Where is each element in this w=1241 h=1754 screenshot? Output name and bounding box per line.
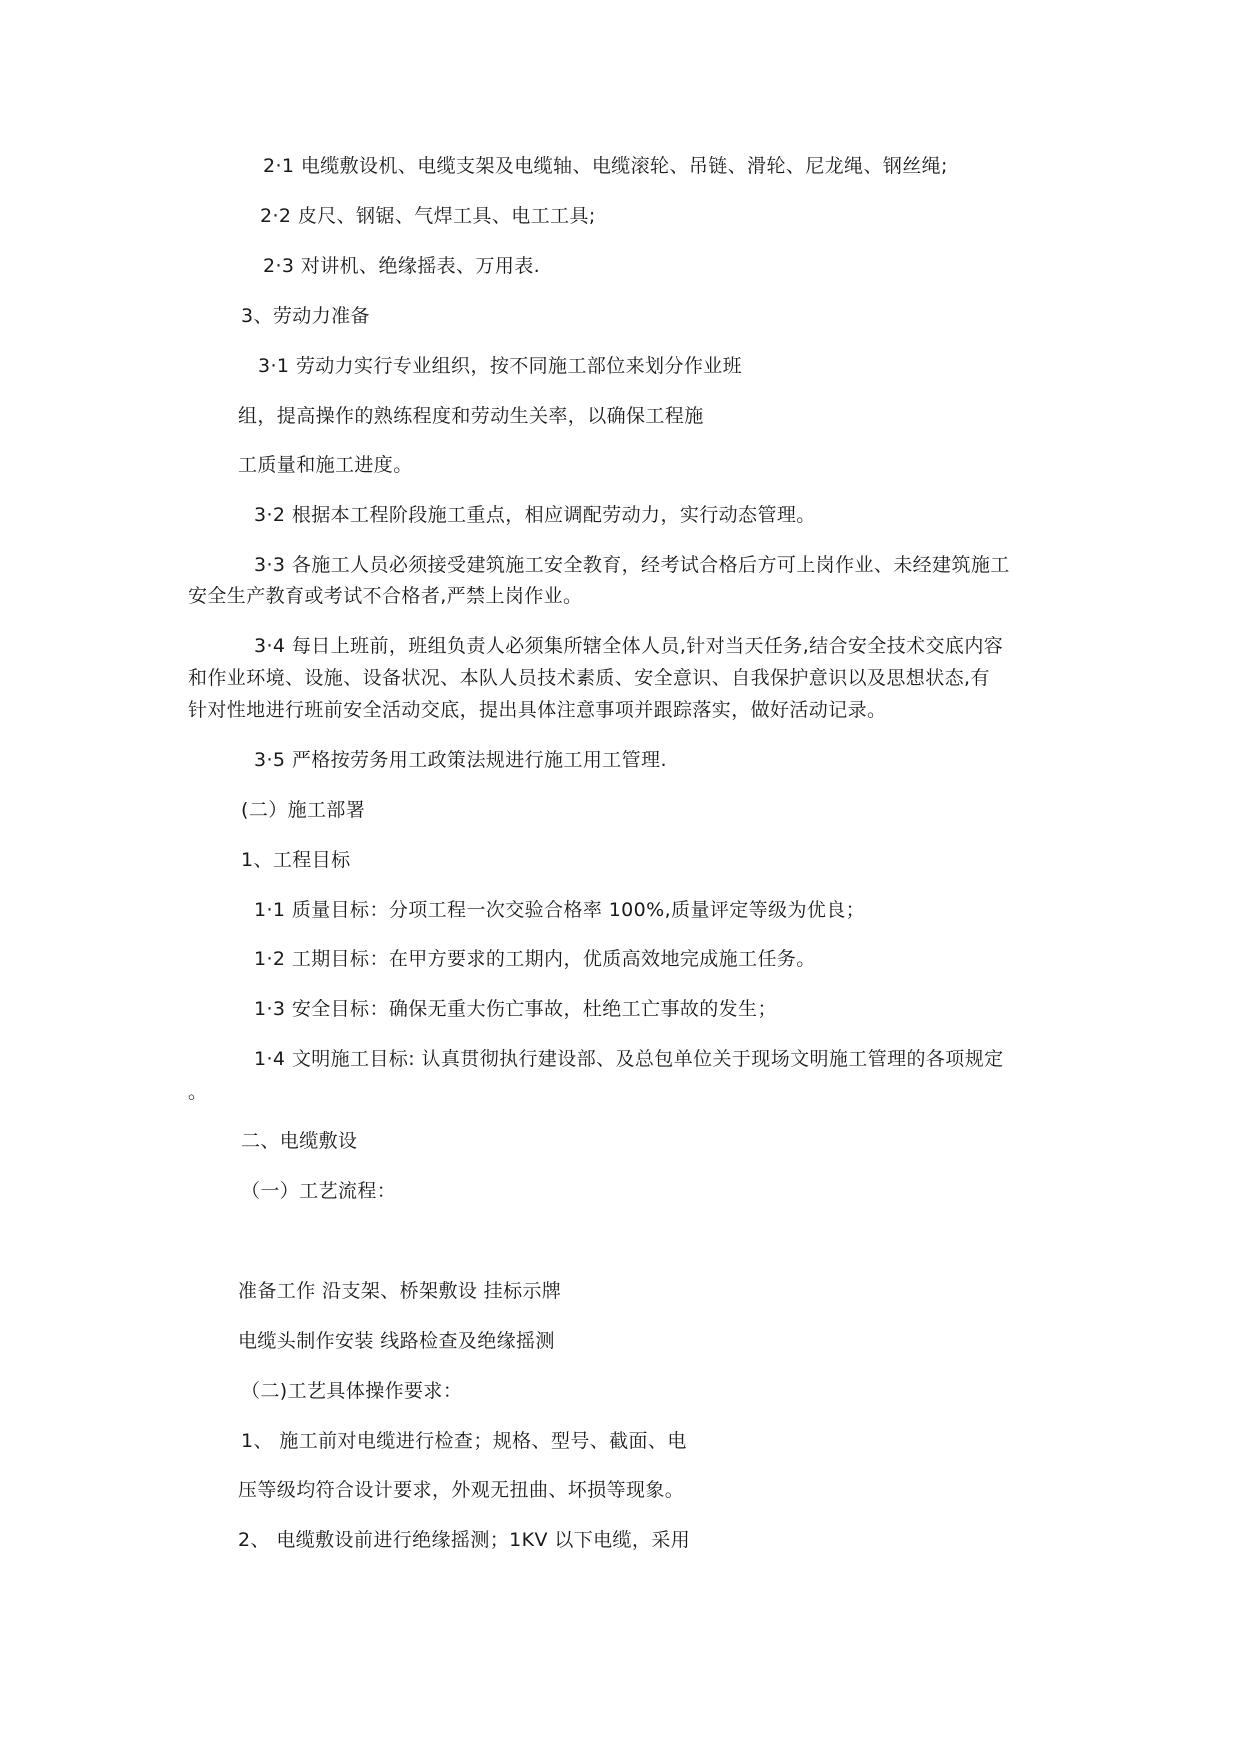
- text-line: 2·3 对讲机、绝缘摇表、万用表.: [263, 255, 541, 277]
- text-line: 工质量和施工进度。: [238, 454, 413, 476]
- text-line: 3·4 每日上班前，班组负责人必须集所辖全体人员,针对当天任务,结合安全技术交底内容: [254, 635, 1004, 657]
- text-line: 1·3 安全目标：确保无重大伤亡事故，杜绝工亡事故的发生；: [254, 998, 777, 1020]
- section-heading: (二）施工部署: [241, 799, 366, 821]
- text-line: 组，提高操作的熟练程度和劳动生关率，以确保工程施: [238, 405, 704, 427]
- text-line: 3·5 严格按劳务用工政策法规进行施工用工管理.: [254, 749, 667, 771]
- text-line: 1·4 文明施工目标: 认真贯彻执行建设部、及总包单位关于现场文明施工管理的各项规定: [254, 1048, 1004, 1070]
- section-heading: 二、电缆敷设: [241, 1130, 358, 1152]
- text-line: 1·1 质量目标：分项工程一次交验合格率 100%,质量评定等级为优良；: [254, 899, 866, 921]
- process-flow-line: 电缆头制作安装 线路检查及绝缘摇测: [238, 1330, 555, 1352]
- text-line: 2·1 电缆敷设机、电缆支架及电缆轴、电缆滚轮、吊链、滑轮、尼龙绳、钢丝绳;: [263, 155, 948, 177]
- section-heading: 3、劳动力准备: [241, 305, 370, 327]
- text-line: 2、 电缆敷设前进行绝缘摇测；1KV 以下电缆，采用: [238, 1529, 691, 1551]
- text-line: 1·2 工期目标：在甲方要求的工期内，优质高效地完成施工任务。: [254, 948, 816, 970]
- text-line: 压等级均符合设计要求，外观无扭曲、坏损等现象。: [238, 1479, 685, 1501]
- text-line: 3·3 各施工人员必须接受建筑施工安全教育，经考试合格后方可上岗作业、未经建筑施工: [254, 554, 1010, 576]
- text-line: 针对性地进行班前安全活动交底，提出具体注意事项并跟踪落实，做好活动记录。: [188, 699, 887, 721]
- section-heading: （二)工艺具体操作要求：: [241, 1380, 463, 1402]
- section-heading: 1、工程目标: [241, 849, 351, 871]
- text-line: 和作业环境、设施、设备状况、本队人员技术素质、安全意识、自我保护意识以及思想状态,有: [188, 667, 990, 689]
- text-line: 2·2 皮尺、钢锯、气焊工具、电工工具;: [260, 205, 596, 227]
- text-line: 3·2 根据本工程阶段施工重点，相应调配劳动力，实行动态管理。: [254, 504, 816, 526]
- section-heading: （一）工艺流程：: [241, 1180, 397, 1202]
- text-line: 1、 施工前对电缆进行检查；规格、型号、截面、电: [241, 1430, 687, 1452]
- text-line: 安全生产教育或考试不合格者,严禁上岗作业。: [188, 585, 583, 607]
- text-line: 3·1 劳动力实行专业组织，按不同施工部位来划分作业班: [258, 355, 743, 377]
- process-flow-line: 准备工作 沿支架、桥架敷设 挂标示牌: [238, 1280, 562, 1302]
- text-line: 。: [188, 1081, 208, 1103]
